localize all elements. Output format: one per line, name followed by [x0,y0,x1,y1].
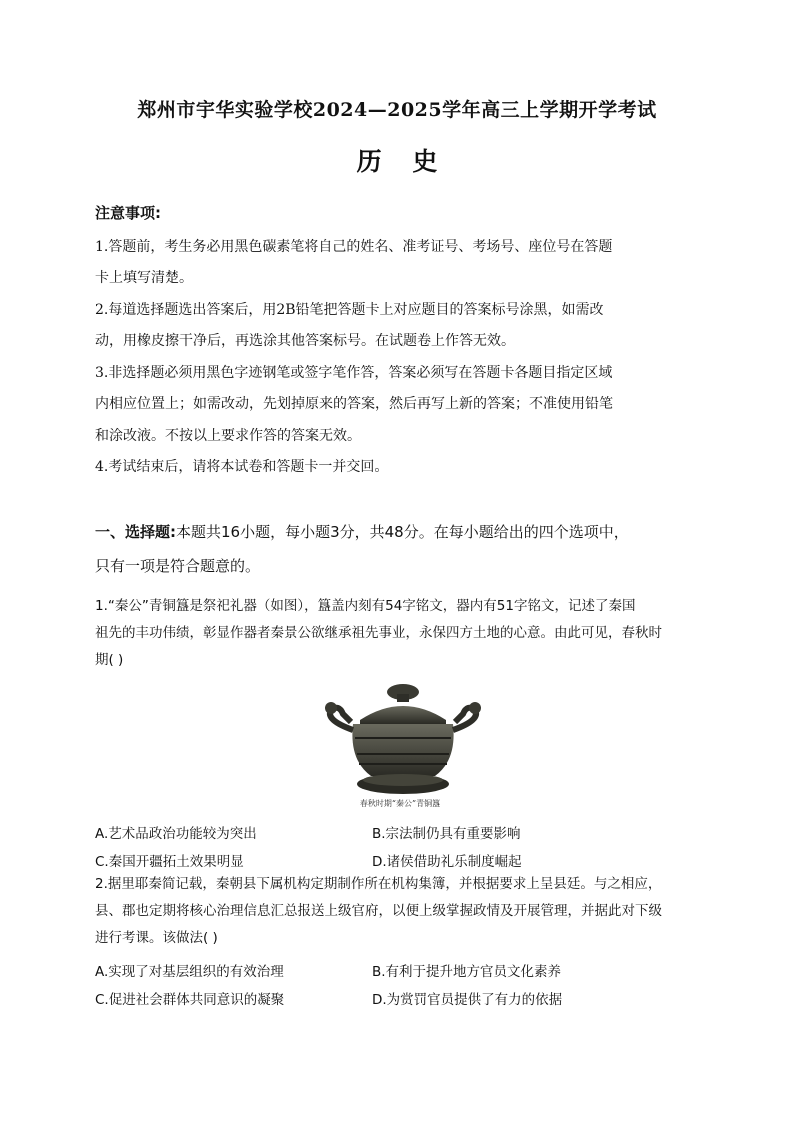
notice-line: 2.每道选择题选出答案后，用2B铅笔把答题卡上对应题目的答案标号涂黑，如需改 [95,302,604,318]
section-label: 一、选择题: [95,523,176,541]
question-1-line: 祖先的丰功伟绩，彰显作器者秦景公欲继承祖先事业，永保四方土地的心意。由此可见，春秋时 [95,625,662,641]
notice-heading: 注意事项: [95,204,161,222]
q2-option-c: C.促进社会群体共同意识的凝聚 [95,992,285,1008]
notice-line: 动，用橡皮擦干净后，再选涂其他答案标号。在试题卷上作答无效。 [95,333,515,349]
question-2-line: 进行考课。该做法( ) [95,930,218,946]
subject-title: 历 史 [356,147,438,176]
question-2-line: 县、郡也定期将核心治理信息汇总报送上级官府，以便上级掌握政情及开展管理，并据此对下级 [95,903,662,919]
bronze-gui-image [315,680,485,800]
section-instructions: 本题共16小题，每小题3分，共48分。在每小题给出的四个选项中， [176,523,629,541]
q2-option-b: B.有利于提升地方官员文化素养 [372,964,562,980]
notice-line: 和涂改液。不按以上要求作答的答案无效。 [95,428,361,444]
section-instructions-cont: 只有一项是符合题意的。 [95,557,261,575]
notice-line: 4.考试结束后，请将本试卷和答题卡一并交回。 [95,459,389,475]
notice-line: 卡上填写清楚。 [95,270,193,286]
question-2-line: 2.据里耶秦简记载，秦朝县下属机构定期制作所在机构集簿，并根据要求上呈县廷。与之相应， [95,876,662,892]
question-1-line: 1.“秦公”青铜簋是祭祀礼器（如图），簋盖内刻有54字铭文，器内有51字铭文，记述了秦国 [95,598,636,614]
image-caption: 春秋时期“秦公”青铜簋 [359,799,441,808]
q1-option-c: C.秦国开疆拓土效果明显 [95,854,244,870]
exam-title: 郑州市宇华实验学校2024—2025学年高三上学期开学考试 [137,99,657,121]
notice-line: 3.非选择题必须用黑色字迹钢笔或签字笔作答，答案必须写在答题卡各题目指定区域 [95,365,613,381]
question-1-line: 期( ) [95,652,124,668]
q2-option-a: A.实现了对基层组织的有效治理 [95,964,284,980]
q1-option-a: A.艺术品政治功能较为突出 [95,826,257,842]
q1-option-d: D.诸侯借助礼乐制度崛起 [372,854,522,870]
notice-line: 内相应位置上；如需改动，先划掉原来的答案，然后再写上新的答案；不准使用铅笔 [95,396,613,412]
q1-option-b: B.宗法制仍具有重要影响 [372,826,521,842]
q2-option-d: D.为赏罚官员提供了有力的依据 [372,992,563,1008]
notice-line: 1.答题前，考生务必用黑色碳素笔将自己的姓名、准考证号、考场号、座位号在答题 [95,239,613,255]
section-heading [95,515,705,583]
